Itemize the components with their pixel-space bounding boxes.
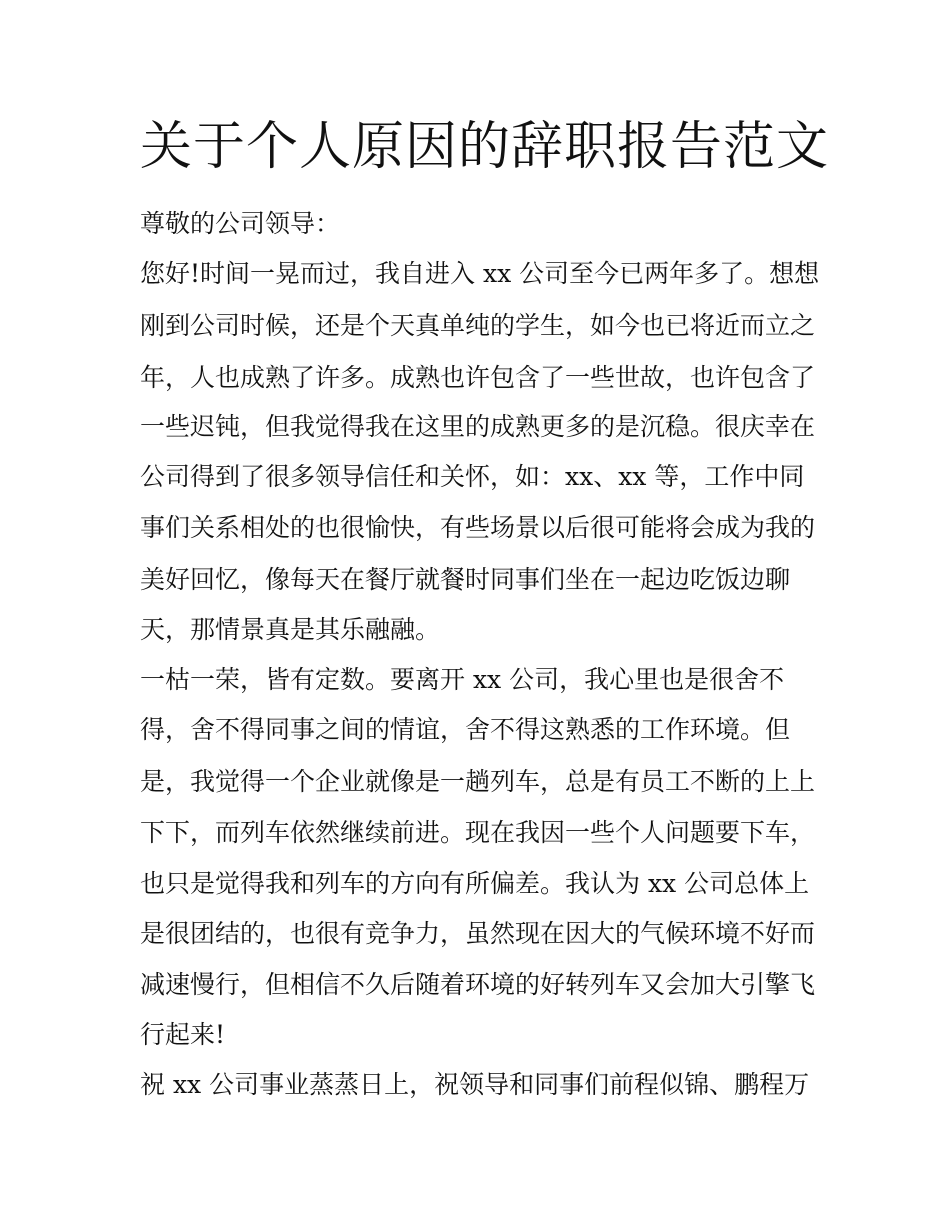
body-line: 美好回忆，像每天在餐厅就餐时同事们坐在一起边吃饭边聊 <box>140 565 791 594</box>
body-line: 公司得到了很多领导信任和关怀，如：xx、xx 等，工作中同 <box>140 462 805 491</box>
body-line: 刚到公司时候，还是个天真单纯的学生，如今也已将近而立之 <box>140 311 816 340</box>
body-line: 天，那情景真是其乐融融。 <box>140 615 441 644</box>
body-line: 事们关系相处的也很愉快，有些场景以后很可能将会成为我的 <box>140 513 816 542</box>
body-line: 下下，而列车依然继续前进。现在我因一些个人问题要下车， <box>140 818 816 847</box>
body-line: 祝 xx 公司事业蒸蒸日上，祝领导和同事们前程似锦、鹏程万 <box>140 1070 810 1099</box>
document-title: 关于个人原因的辞职报告范文 <box>140 117 830 177</box>
body-line: 是很团结的，也很有竞争力，虽然现在因大的气候环境不好而 <box>140 919 816 948</box>
body-line: 得，舍不得同事之间的情谊，舍不得这熟悉的工作环境。但 <box>140 715 791 744</box>
body-line: 您好!时间一晃而过，我自进入 xx 公司至今已两年多了。想想 <box>140 259 820 288</box>
body-line: 年，人也成熟了许多。成熟也许包含了一些世故，也许包含了 <box>140 363 816 392</box>
body-line: 减速慢行，但相信不久后随着环境的好转列车又会加大引擎飞 <box>140 970 816 999</box>
body-line: 是，我觉得一个企业就像是一趟列车，总是有员工不断的上上 <box>140 767 816 796</box>
body-line: 也只是觉得我和列车的方向有所偏差。我认为 xx 公司总体上 <box>140 869 810 898</box>
body-line: 一枯一荣，皆有定数。要离开 xx 公司，我心里也是很舍不 <box>140 665 785 694</box>
body-line: 一些迟钝，但我觉得我在这里的成熟更多的是沉稳。很庆幸在 <box>140 412 816 441</box>
body-line: 行起来! <box>140 1020 226 1049</box>
salutation: 尊敬的公司领导： <box>140 209 341 238</box>
